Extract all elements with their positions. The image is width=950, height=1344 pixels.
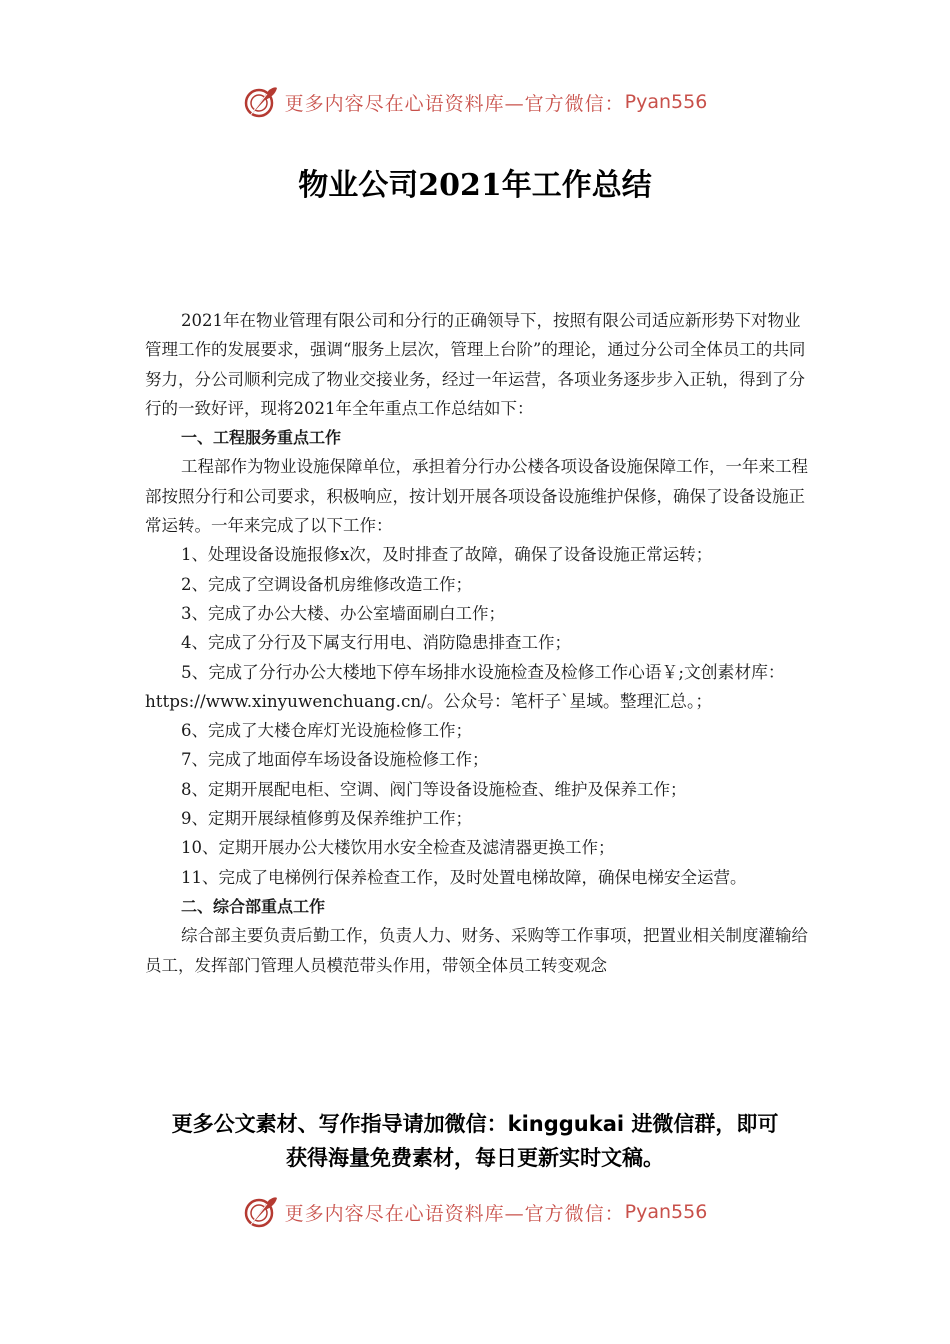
banner-wechat-id: Pyan556 [624,1201,708,1223]
list-item: 6、完成了大楼仓库灯光设施检修工作； [181,721,472,741]
list-item: 5、完成了分行办公大楼地下停车场排水设施检查及检修工作心语￥;文创素材库：https://www.xinyuwenchuang.cn/。公众号：笔杆子`星域。整理汇总。； [145,661,785,711]
section1-heading: 一、工程服务重点工作 [181,428,342,448]
list-item: 11、完成了电梯例行保养检查工作，及时处置电梯故障，确保电梯安全运营。 [181,867,747,887]
promo-line-1: 更多公文素材、写作指导请加微信：kinggukai 进微信群，即可 [171,1112,779,1136]
banner-text: 更多内容尽在心语资料库—官方微信： [284,92,625,115]
list-item: 10、定期开展办公大楼饮用水安全检查及滤清器更换工作； [181,838,615,858]
list-item: 4、完成了分行及下属支行用电、消防隐患排查工作； [181,633,571,653]
banner-text: 更多内容尽在心语资料库—官方微信： [284,1202,625,1225]
banner-wechat-id: Pyan556 [624,91,708,113]
document-body [145,306,810,980]
intro-paragraph: 2021年在物业管理有限公司和分行的正确领导下，按照有限公司适应新形势下对物业管理工作的发展要求，强调“服务上层次，管理上台阶”的理论，通过分公司全体员工的共同努力，分公司顺利完成了物业交接业务，经过一年运营，各项业务逐步步入正轨，得到了分行的一致好评，现将2021年全年重点工作总结如下： [145,311,806,418]
list-item: 2、完成了空调设备机房维修改造工作； [181,574,472,594]
list-item: 7、完成了地面停车场设备设施检修工作； [181,750,489,770]
promo-line-2: 获得海量免费素材，每日更新实时文稿。 [286,1146,664,1170]
section2-heading: 二、综合部重点工作 [181,896,326,916]
header-banner [0,82,950,122]
section1-intro: 工程部作为物业设施保障单位，承担着分行办公楼各项设备设施保障工作，一年来工程部按照分行和公司要求，积极响应，按计划开展各项设备设施维护保修，确保了设备设施正常运转。一年来完成了以下工作： [145,457,808,536]
document-title: 物业公司2021年工作总结 [298,168,652,203]
list-item: 8、定期开展配电柜、空调、阀门等设备设施检查、维护及保养工作； [181,779,687,799]
promo-text [0,1107,950,1175]
list-item: 3、完成了办公大楼、办公室墙面刷白工作； [181,603,505,623]
list-item: 1、处理设备设施报修x次，及时排查了故障，确保了设备设施正常运转； [181,545,713,565]
footer-banner [0,1192,950,1232]
quill-logo-icon [243,84,279,120]
section2-paragraph: 综合部主要负责后勤工作，负责人力、财务、采购等工作事项，把置业相关制度灌输给员工，发挥部门管理人员模范带头作用，带领全体员工转变观念 [145,926,808,975]
list-item: 9、定期开展绿植修剪及保养维护工作； [181,809,472,829]
quill-logo-icon [243,1194,279,1230]
